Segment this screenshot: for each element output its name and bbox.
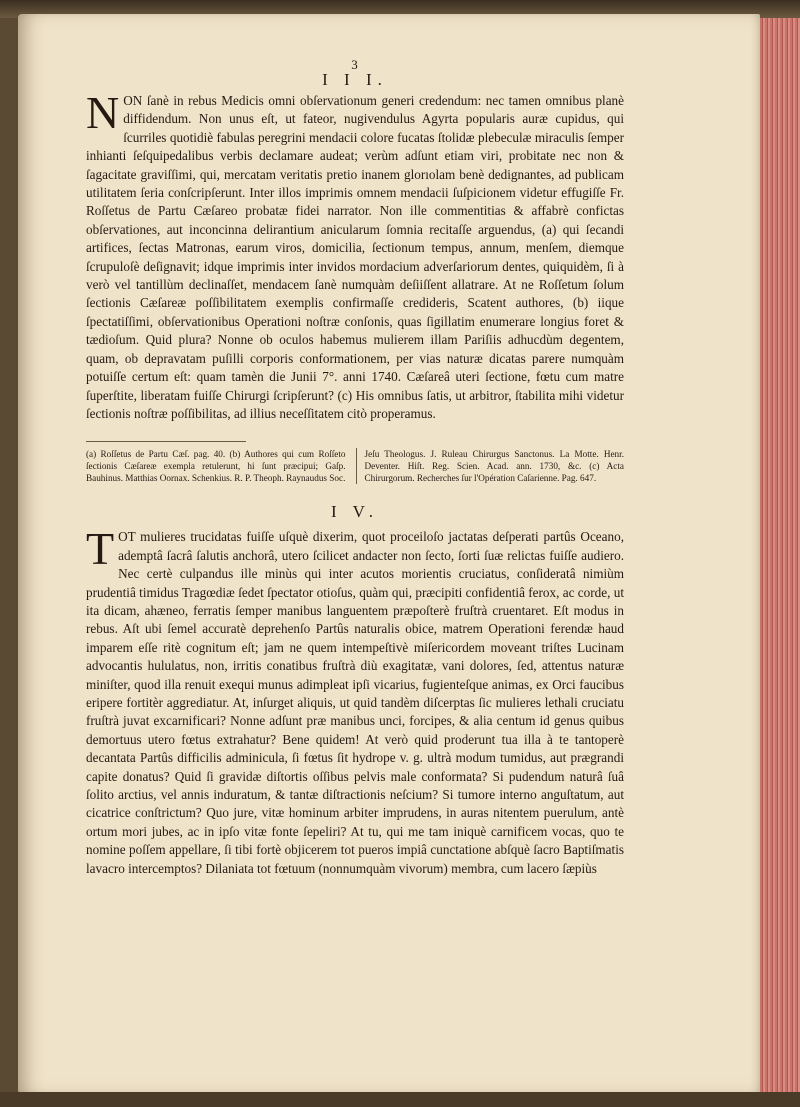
drop-cap-t: T <box>86 523 115 575</box>
footnote-left-text: (a) Roſſetus de Partu Cæſ. pag. 40. (b) Authores qui cum Roſſeto ſectionis Cæſareæ exempla retulerunt, hi ſunt præcipui; Gaſp. Bauhinus. Matthias Oornax. Schenkius. R. P. Theoph. Raynaudus Soc. <box>86 449 346 484</box>
drop-cap-n: N <box>86 87 120 138</box>
footnotes <box>86 448 624 484</box>
section-iii-paragraph <box>86 87 624 423</box>
section-iv-text: OT mulieres trucidatas fuiſſe uſquè dixerim, quot proceiloſo jactatas deſperati partûs Oceano, ademptâ ſacrâ ſalutis anchorâ, utero ſcilicet andacter non ſecto, ſorti ſuæ relictas fuiſſe audiero. Nec certè culpandus ille minùs qui inter acutos morientis cruciatus, conſideratâ nimiùm prudentiâ timidus Tragœdiæ ſedet ſpectator otioſus, quàm qui, præcipiti confidentiâ ferox, ac corde, ut ita dicam, ahæneo, ferratis ſemper manibus languentem præpoſterè fruſtrà cruentaret. Eſt modus in rebus. Aſt ubi ſemel accuratè deprehenſo Partûs naturalis obice, matrem Operationi ferendæ haud imparem eſſe ritè cognitum eſt; jam ne quem intempeſtivè miſericordem moveant triſtes Lucinam advocantis hululatus, non, irritis conatibus fruſtrà diù exagitatæ, vani dolores, ſed, attentus naturæ miniſter, quod illa renuit exequi munus adimpleat ipſi vicarius, fugienteſque animas, ex Orci faucibus eripere fortitèr aggrediatur. At, inſurget aliquis, ut quid tandèm diſcerptas ſic mulieres lethali cruciatu fruſtrà juvat excarnificari? Nonne adſunt præ manibus unci, forcipes, & alia centum id genus quibus demortuus utero fœtus extrahatur? Bene quidem! At verò quid proderunt tua illa à te tantoperè decantata Partûs difficilis adminicula, ſi fœtus ſit hydrope v. g. ultrà modum tumidus, aut prægrandi capite donatus? Quid ſi gravidæ diſtortis oſſibus pelvis male conformata? Si pudendum naturâ ſuâ ſolito arctius, vel annis induratum, & tantæ diſtractionis neſcium? Si tumore interno anguſtatum, aut cicatrice conſtrictum? Quo jure, vitæ hominum arbiter imprudens, in auras nitentem puerulum, antè ortum mori jubes, ac in ipſo vitæ fonte ſepeliri? At tu, qui me tam iniquè carnificem vocas, quo te nomine poſſem appellare, ſi tibi fortè objicerem tot pueros impiâ cunctatione abſquè ſacro Baptiſmatis lavacro intercemptos? Dilaniata tot fœtuum (nonnumquàm vivorum) membra, cum lacero ſæpiùs <box>86 529 624 876</box>
section-iv-paragraph <box>86 523 624 878</box>
footnote-right-text: Jeſu Theologus. J. Ruleau Chirurgus Sanctonus. La Motte. Henr. Deventer. Hiſt. Reg. Scien. Acad. ann. 1730, &c. (c) Acta Chirurgorum. Recherches ſur l'Opération Caſarienne. Pag. 647. <box>364 449 624 484</box>
book-binding-bottom <box>0 1092 800 1107</box>
section-heading-iii: I I I. <box>322 70 388 89</box>
section-iii-text: ON ſanè in rebus Medicis omni obſervationum generi credendum: nec tamen omnibus planè diffidendum. Non unus eſt, ut fateor, nugivendulus Agyrta popularis auræ cupidus, qui ſcurriles quotidiè fabulas peregrini mendacii colore fucatas ſtolidæ plebeculæ miraculis ſemper inhianti ſeſquipedalibus verbis declamare audeat; verùm adſunt etiam viri, probitate nec non & ſagacitate graviſſimi, qui, mercatam veritatis pretio inanem glorıolam benè dedignantes, ad publicam utilitatem ſeria conſcripſerunt. Inter illos imprimis omnem mendacii ſuſpicionem videtur effugiſſe Fr. Roſſetus de Partu Cæſareo probatæ fidei narrator. Non ille commentitias & affabrè confictas obſervationes, aut inconcinna delirantium anicularum ſomnia recitaſſe arguendus, (a) qui ſecandi artifices, ſectas Matronas, earum viros, domicilia, ſectionum tempus, annum, menſem, diemque ſcrupuloſè deſignavit; idque imprimis inter invidos mordacium adverſariorum dentes, quiquidèm, ſi à verò vel tantillùm declinaſſet, mendacem ſanè numquàm deſiiſſent allatrare. At ne Roſſetum ſolum ſectionis Cæſareæ poſſibilitatem exemplis confirmaſſe credideris, Scatent authores, (b) iique ſpectatiſſimi, obſervationibus Operationi noſtræ conſonis, quas ſigillatim enumerare longius foret & tædioſum. Quid plura? Nonne ob oculos habemus mulierem illam Pariſiis adhucdùm degentem, quam, ob depravatam puſilli corporis conformationem, per vias naturæ dicatas parere numquàm potuiſſe certum eſt: quam tamèn die Junii 7°. anni 1740. Cæſareâ uteri ſectione, fœtu cum matre ſuperſtite, liberatam fuiſſe Chirurgi ſcripſerunt? (c) His omnibus ſatis, ut arbitror, ſtabilita mihi videtur ſectionis noſtræ poſſibilitas, ad illius neceſſitatem citò properamus. <box>86 93 624 421</box>
page-text <box>86 57 624 878</box>
page-number: 3 <box>351 57 359 72</box>
footnote-column-left <box>86 448 346 484</box>
section-heading-iv: I V. <box>331 502 379 522</box>
page-edges <box>760 18 800 1094</box>
footnote-column-right <box>356 448 625 484</box>
footnote-divider <box>86 441 246 442</box>
